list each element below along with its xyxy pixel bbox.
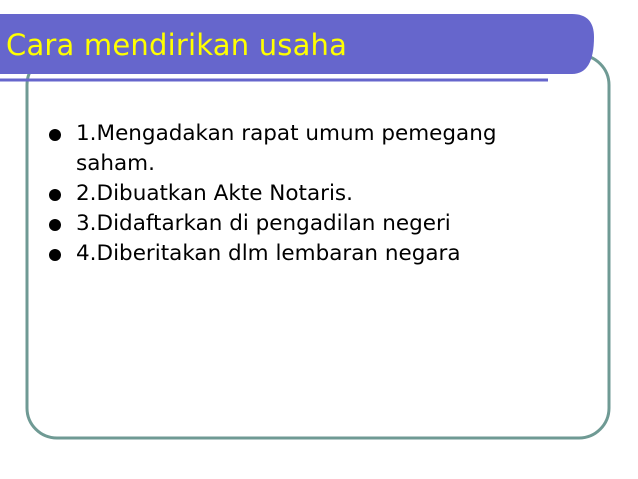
bullet-item-1	[50, 119, 570, 179]
bullet-dot-icon	[49, 129, 61, 141]
bullet-dot-icon	[49, 249, 61, 261]
slide-title: Cara mendirikan usaha	[6, 28, 348, 62]
bullet-item-3	[50, 209, 570, 239]
bullet-dot-icon	[49, 219, 61, 231]
bullet-text: 1.Mengadakan rapat umum pemegang saham.	[76, 121, 497, 176]
bullet-text: 4.Diberitakan dlm lembaran negara	[76, 241, 461, 266]
bullet-text: 2.Dibuatkan Akte Notaris.	[76, 181, 353, 206]
bullet-dot-icon	[49, 189, 61, 201]
bullet-item-2	[50, 179, 570, 209]
bullet-item-4	[50, 239, 570, 269]
bullet-text: 3.Didaftarkan di pengadilan negeri	[76, 211, 451, 236]
bullet-list	[50, 119, 570, 269]
